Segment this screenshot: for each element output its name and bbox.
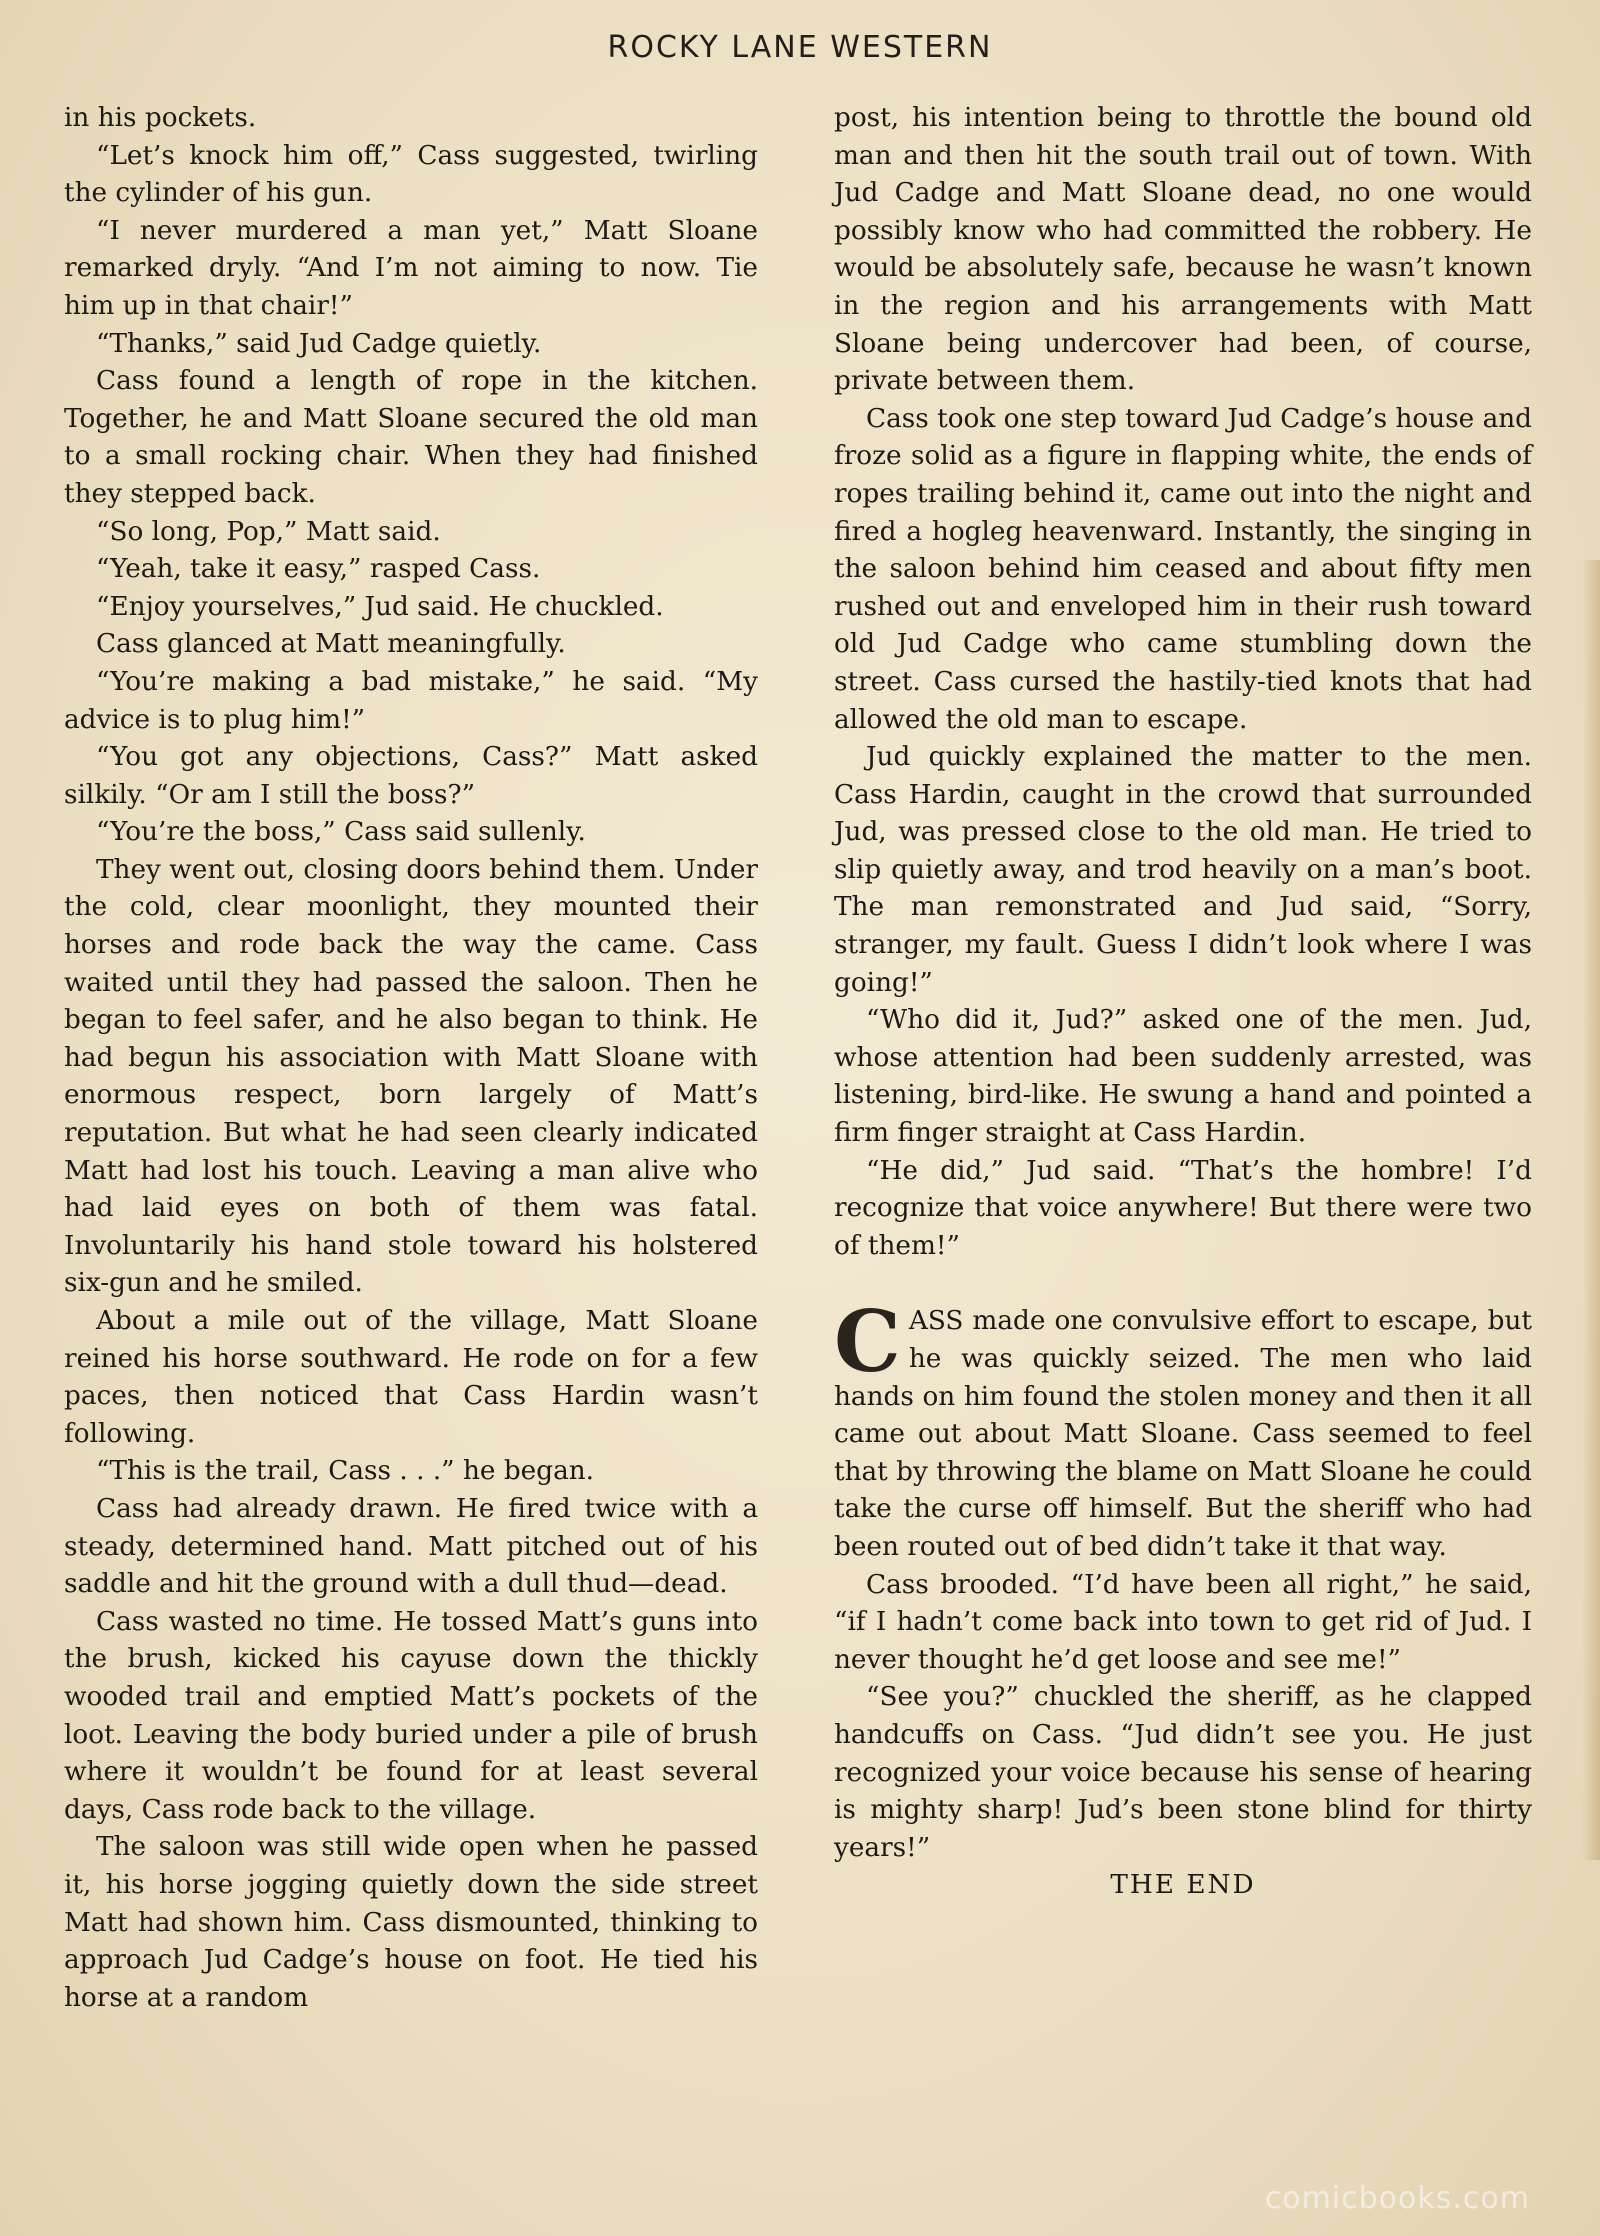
watermark-text: comicbooks.com xyxy=(1264,2181,1530,2216)
paragraph: Cass brooded. “I’d have been all right,” he said, “if I hadn’t come back into town to get rid of Jud. I never thought he’d get loose and see me!” xyxy=(834,1569,1532,1675)
paragraph: “Let’s knock him off,” Cass suggested, twirling the cylinder of his gun. xyxy=(64,140,758,209)
drop-cap-initial: C xyxy=(834,1292,901,1392)
paragraph: They went out, closing doors behind them. Under the cold, clear moonlight, they mounted their horses and rode back the way the came. Cass waited until they had passed the saloon. Then he began to feel safer, and he also began to think. He had begun his association with Matt Sloane with enormous respect, born largely of Matt’s reputation. But what he had seen clearly indicated Matt had lost his touch. Leaving a man alive who had laid eyes on both of them was fatal. Involuntarily his hand stole toward his holstered six-gun and he smiled. xyxy=(64,854,758,1299)
left-text-column xyxy=(64,100,758,2130)
paragraph: “Thanks,” said Jud Cadge quietly. xyxy=(96,328,542,359)
paragraph: “You got any objections, Cass?” Matt asked silkily. “Or am I still the boss?” xyxy=(64,742,758,810)
paragraph: “Yeah, take it easy,” rasped Cass. xyxy=(96,554,541,585)
paragraph: post, his intention being to throttle the bound old man and then hit the south trail out of town. With Jud Cadge and Matt Sloane dead, no one would possibly know who had committed the robbery. He would be absolutely safe, because he wasn’t known in the region and his arrangements with Matt Sloane being undercover had been, of course, private between them. xyxy=(834,103,1532,397)
paragraph: “You’re the boss,” Cass said sullenly. xyxy=(96,817,586,848)
paragraph: Cass wasted no time. He tossed Matt’s guns into the brush, kicked his cayuse down the thickly wooded trail and emptied Matt’s pockets of the loot. Leaving the body buried under a pile of brush where it wouldn’t be found for at least several days, Cass rode back to the village. xyxy=(64,1606,758,1825)
paragraph: “He did,” Jud said. “That’s the hombre! I’d recognize that voice anywhere! But there were two of them!” xyxy=(834,1155,1532,1261)
the-end-label: THE END xyxy=(1110,1870,1256,1901)
paragraph: Cass took one step toward Jud Cadge’s house and froze solid as a figure in flapping white, the ends of ropes trailing behind it, came out into the night and fired a hogleg heavenward. Instantly, the singing in the saloon behind him ceased and about fifty men rushed out and enveloped him in their rush toward old Jud Cadge who came stumbling down the street. Cass cursed the hastily-tied knots that had allowed the old man to escape. xyxy=(834,403,1533,735)
paragraph: “Enjoy yourselves,” Jud said. He chuckled. xyxy=(96,591,664,622)
right-text-column xyxy=(834,100,1532,2130)
dropcap-paragraph xyxy=(834,1292,1532,1566)
right-column-ending-paragraphs xyxy=(834,1567,1532,1868)
paragraph: Cass found a length of rope in the kitchen. Together, he and Matt Sloane secured the old man to a small rocking chair. When they had finished they stepped back. xyxy=(64,366,758,509)
section-break xyxy=(834,1265,1532,1303)
paragraph: About a mile out of the village, Matt Sloane reined his horse southward. He rode on for a few paces, then noticed that Cass Hardin wasn’t following. xyxy=(64,1306,758,1449)
paragraph: “You’re making a bad mistake,” he said. “My advice is to plug him!” xyxy=(64,666,758,735)
paragraph: Jud quickly explained the matter to the men. Cass Hardin, caught in the crowd that surrounded Jud, was pressed close to the old man. He tried to slip quietly away, and trod heavily on a man’s boot. The man remonstrated and Jud said, “Sorry, stranger, my fault. Guess I didn’t look where I was going!” xyxy=(834,742,1532,998)
paragraph: Cass glanced at Matt meaningfully. xyxy=(96,629,566,660)
paragraph: “Who did it, Jud?” asked one of the men. Jud, whose attention had been suddenly arrested, was listening, bird-like. He swung a hand and pointed a firm finger straight at Cass Hardin. xyxy=(834,1005,1532,1149)
paragraph: “This is the trail, Cass . . .” he began. xyxy=(96,1456,595,1487)
paragraph: “See you?” chuckled the sheriff, as he clapped handcuffs on Cass. “Jud didn’t see you. He just recognized your voice because his sense of hearing is mighty sharp! Jud’s been stone blind for thirty years!” xyxy=(834,1682,1532,1863)
paragraph: “I never murdered a man yet,” Matt Sloane remarked dryly. “And I’m not aiming to now. Tie him up in that chair!” xyxy=(64,215,758,321)
paragraph: Cass had already drawn. He fired twice with a steady, determined hand. Matt pitched out of his saddle and hit the ground with a dull thud—dead. xyxy=(64,1493,758,1600)
page-header-title: ROCKY LANE WESTERN xyxy=(607,30,993,65)
right-column-paragraphs xyxy=(834,100,1532,1265)
paragraph: The saloon was still wide open when he passed it, his horse jogging quietly down the side street Matt had shown him. Cass dismounted, thinking to approach Jud Cadge’s house on foot. He tied his horse at a random xyxy=(64,1832,758,2013)
dropcap-paragraph-text: ASS made one convulsive effort to escape, but he was quickly seized. The men who laid hands on him found the stolen money and then it all came out about Matt Sloane. Cass seemed to feel that by throwing the blame on Matt Sloane he could take the curse off himself. But the sheriff who had been routed out of bed didn’t take it that way. xyxy=(834,1306,1532,1562)
paragraph: in his pockets. xyxy=(64,103,257,133)
page-edge-stain xyxy=(1582,560,1600,1860)
paragraph: “So long, Pop,” Matt said. xyxy=(96,516,441,547)
